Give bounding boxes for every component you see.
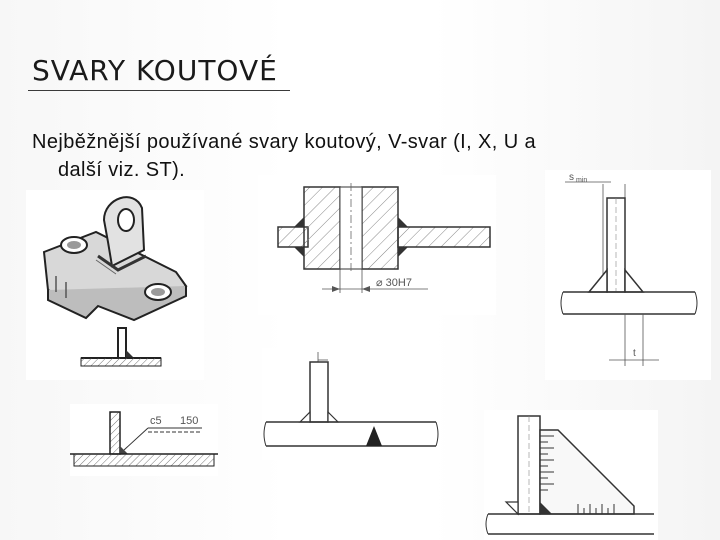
tee-v-weld-figure bbox=[262, 348, 440, 460]
weld-gauge-figure bbox=[484, 410, 658, 540]
smin-label: s bbox=[569, 172, 574, 183]
title-underline bbox=[28, 90, 290, 91]
fillet-callout-label: c5 bbox=[150, 415, 162, 427]
t-dimension-label: t bbox=[633, 348, 636, 359]
tee-joint-smin-figure bbox=[545, 170, 711, 380]
fillet-callout-length: 150 bbox=[180, 415, 199, 427]
body-line-1: Nejběžnější používané svary koutový, V-svar (I, X, U a bbox=[32, 131, 537, 153]
bracket-weld-figure bbox=[26, 190, 204, 380]
hub-weld-section-figure bbox=[258, 175, 496, 315]
fillet-callout-figure bbox=[70, 404, 218, 476]
bore-diameter-label: ⌀ 30H7 bbox=[376, 277, 412, 289]
body-line-2: další viz. ST). bbox=[58, 159, 186, 181]
slide-title: SVARY KOUTOVÉ bbox=[32, 54, 278, 87]
smin-subscript: min bbox=[576, 177, 588, 184]
